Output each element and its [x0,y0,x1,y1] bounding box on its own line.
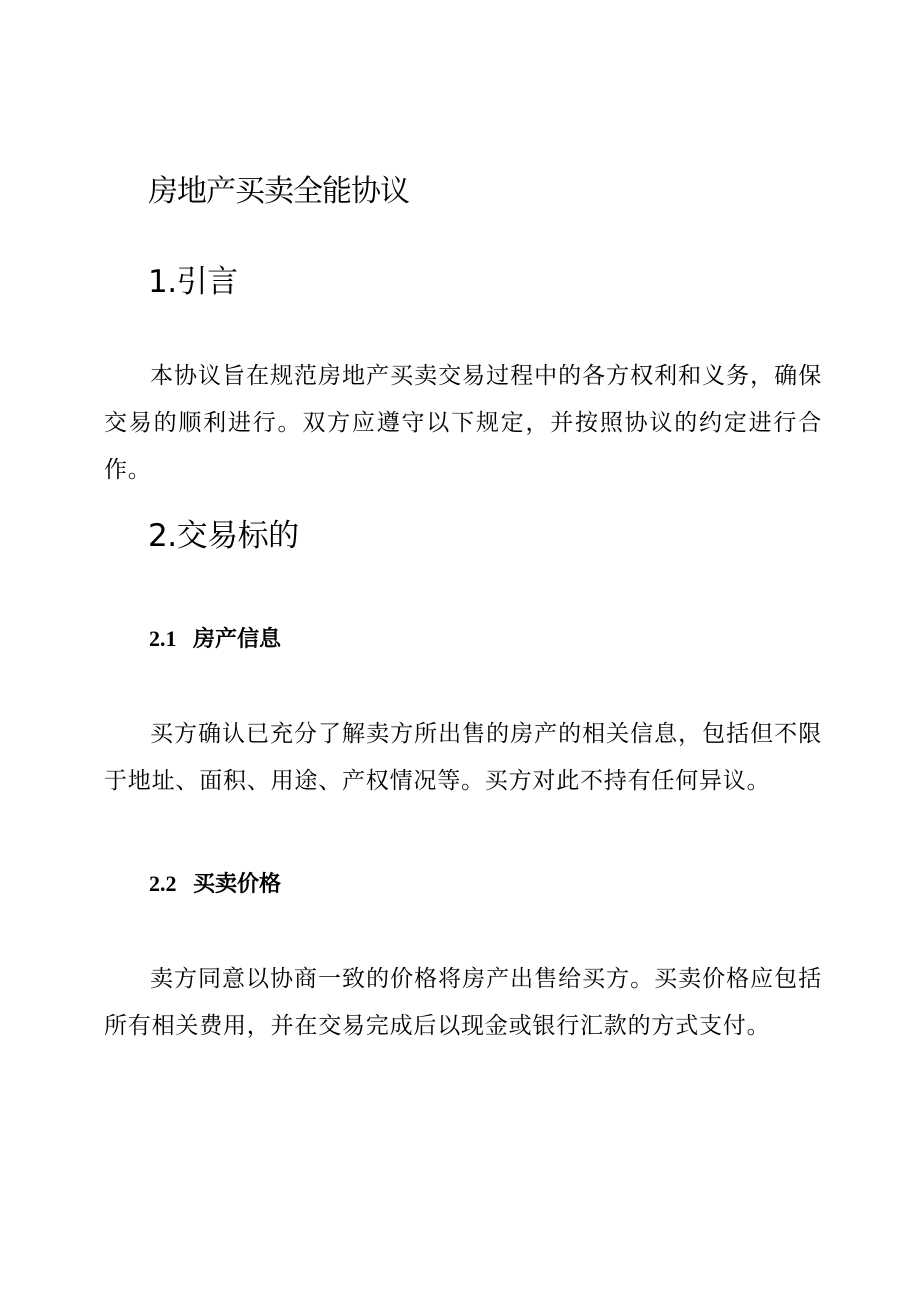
document-title: 房地产买卖全能协议 [148,174,409,209]
subsection-number: 2.2 [149,871,177,896]
property-info-paragraph: 买方确认已充分了解卖方所出售的房产的相关信息，包括但不限于地址、面积、用途、产权情况等。买方对此不持有任何异议。 [104,721,822,794]
section-heading-introduction: 1.引言 [148,264,238,300]
section-heading-transaction-subject: 2.交易标的 [148,518,299,554]
subsection-title: 买卖价格 [193,871,282,896]
sale-price-paragraph: 卖方同意以协商一致的价格将房产出售给买方。买卖价格应包括所有相关费用，并在交易完成后以现金或银行汇款的方式支付。 [104,966,822,1039]
introduction-paragraph: 本协议旨在规范房地产买卖交易过程中的各方权利和义务，确保交易的顺利进行。双方应遵守以下规定，并按照协议的约定进行合作。 [104,363,822,483]
subsection-number: 2.1 [149,626,177,651]
subsection-title: 房产信息 [193,626,282,651]
subsection-heading-sale-price [149,868,281,900]
subsection-heading-property-info [149,623,281,655]
